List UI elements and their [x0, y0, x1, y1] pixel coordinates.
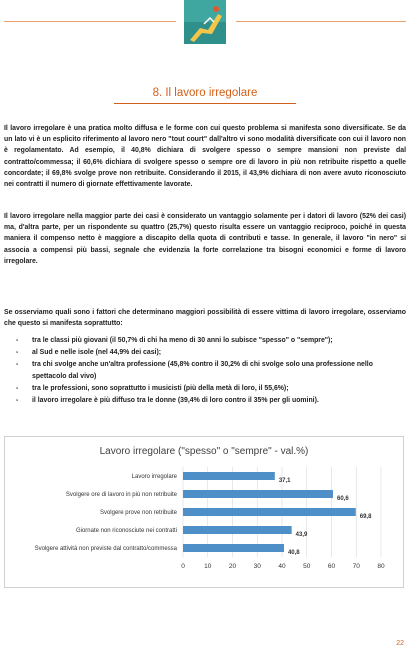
data-label: 60,6	[336, 496, 349, 502]
chart-container	[4, 436, 404, 588]
data-label: 40,8	[287, 550, 300, 556]
bar	[183, 490, 333, 498]
data-label: 43,9	[295, 532, 308, 538]
x-tick-label: 10	[204, 563, 212, 570]
x-tick-label: 30	[253, 563, 261, 570]
bullet-marker: -	[16, 361, 19, 369]
paragraph-2: Il lavoro irregolare nella maggior parte dei casi è considerato un vantaggio solamente per i datori di lavoro (52% dei casi) ma, d'altra parte, per un rispondente su quattro (25,7%) questo risulta essere un vantaggio reciproco, poiché in questa maniera il compenso netto è maggiore a discapito della quota di contributi e tasse. In generale, il lavoro "in nero" si associa a compensi più bassi, segnale che evidenzia la forte correlazione tra bisogni economici e forme di lavoro irregolare.	[4, 213, 406, 265]
header-rule-right	[236, 21, 406, 22]
x-tick-label: 0	[181, 563, 185, 570]
title-underline	[114, 103, 296, 104]
paragraph-3: Se osserviamo quali sono i fattori che determinano maggiori possibilità di essere vittima di lavoro irregolare, osserviamo che questo si manifesta soprattutto:	[4, 309, 406, 328]
x-tick-label: 60	[327, 563, 336, 570]
bar	[183, 526, 292, 534]
category-label: Giornate non riconosciute nei contratti	[75, 528, 177, 534]
x-tick-label: 50	[303, 563, 311, 570]
x-tick-label: 20	[228, 563, 237, 570]
factor-list	[4, 335, 406, 407]
bar	[183, 544, 284, 552]
list-item	[4, 383, 406, 394]
list-item-text: tra chi svolge anche un'altra professione (45,8% contro il 30,2% di chi svolge solo una professione nello spettacolo dal vivo)	[32, 361, 373, 380]
list-item	[4, 347, 406, 358]
list-item-text: al Sud e nelle isole (nel 44,9% dei casi);	[32, 349, 162, 357]
list-item-text: tra le professioni, sono soprattutto i musicisti (più della metà di loro, il 55,6%);	[32, 384, 289, 392]
chart-title: Lavoro irregolare ("spesso" o "sempre" - val.%)	[99, 446, 309, 457]
data-label: 69,8	[359, 514, 372, 520]
header-rule-left	[4, 21, 176, 22]
bar-chart	[5, 437, 403, 587]
dancer-logo-icon	[180, 0, 230, 44]
paragraph-1: Il lavoro irregolare è una pratica molto diffusa e le forme con cui questo problema si manifesta sono diversificate. Se da un lato vi è un esplicito riferimento al lavoro nero "tout court" dall'altro vi sono modalità diversificate con cui il lavoro non è regolamentato. Ad esempio, il 40,8% dichiara di svolgere spesso o sempre mansioni non previste dal contratto/commessa; il 60,6% dichiara di svolgere spesso o sempre ore di lavoro in più non retribuite rispetto a quelle concordate; il 69,8% svolge prove non retribuite. Considerando il 2015, il 43,9% dichiara di non avere avuto riconosciuto nei contratti il numero di giornate effettivamente lavorate.	[4, 125, 406, 189]
list-item-text: il lavoro irregolare è più diffuso tra le donne (39,4% di loro contro il 35% per gli uomini).	[32, 397, 319, 405]
x-tick-label: 40	[278, 563, 286, 570]
x-tick-label: 80	[377, 563, 385, 570]
x-tick-label: 70	[352, 563, 360, 570]
list-item	[4, 335, 406, 346]
bullet-marker: -	[16, 384, 19, 392]
category-label: Svolgere attività non previste dal contratto/commessa	[34, 546, 177, 552]
list-item	[4, 395, 406, 406]
list-item-text: tra le classi più giovani (il 50,7% di chi ha meno di 30 anni lo subisce "spesso" o "sempre");	[32, 337, 333, 344]
category-label: Svolgere ore di lavoro in più non retribuite	[65, 492, 177, 498]
bar	[183, 508, 356, 516]
list-item	[4, 359, 406, 381]
category-label: Lavoro irregolare	[131, 474, 177, 480]
bullet-marker: -	[16, 397, 19, 405]
data-label: 37,1	[278, 478, 291, 484]
page-number: 22	[396, 640, 404, 647]
section-title: 8. Il lavoro irregolare	[152, 87, 258, 99]
bar	[183, 472, 275, 480]
bullet-marker: -	[16, 349, 19, 357]
category-label: Svolgere prove non retribuite	[99, 510, 177, 516]
bullet-marker: -	[16, 337, 19, 344]
